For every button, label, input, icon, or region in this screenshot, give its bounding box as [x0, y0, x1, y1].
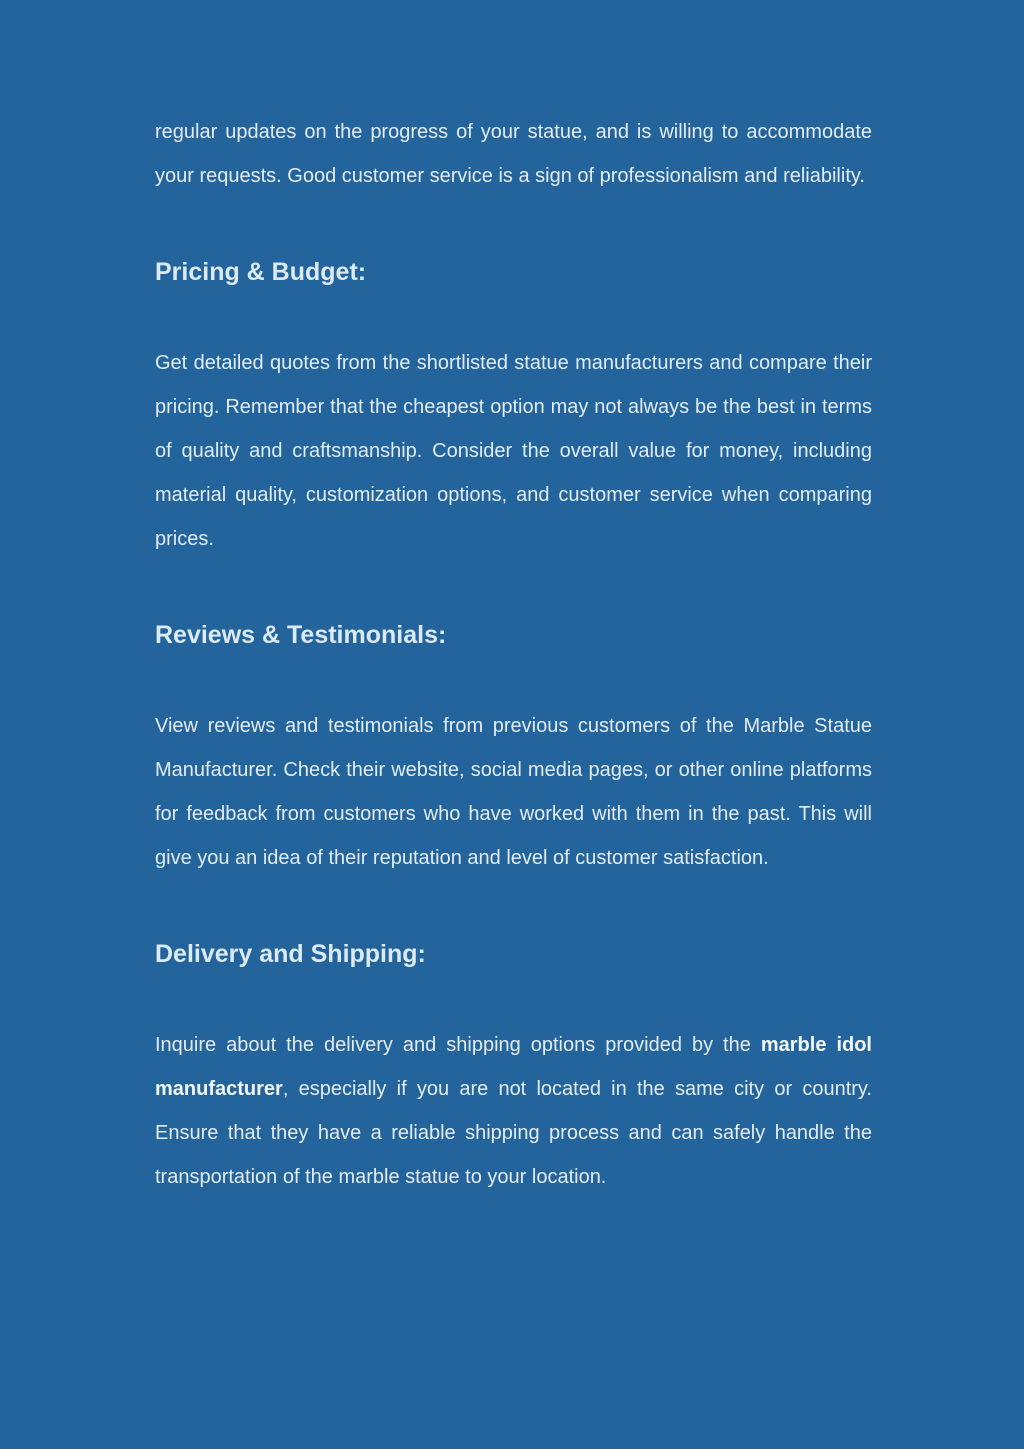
reviews-heading: Reviews & Testimonials:: [155, 621, 447, 649]
spacer: [155, 976, 872, 1023]
reviews-paragraph: View reviews and testimonials from previous customers of the Marble Statue Manufacturer. Check their website, social media pages, or other online platforms for feedback from customers who have worked with them in the past. This will give you an idea of their reputation and level of customer satisfaction.: [155, 715, 872, 869]
spacer: [155, 657, 872, 704]
delivery-paragraph: [155, 1023, 872, 1199]
spacer: [155, 198, 872, 250]
spacer: [155, 880, 872, 932]
intro-paragraph: regular updates on the progress of your statue, and is willing to accommodate your requests. Good customer service is a sign of professionalism and reliability.: [155, 121, 872, 187]
delivery-heading: Delivery and Shipping:: [155, 940, 426, 968]
pricing-heading: Pricing & Budget:: [155, 258, 367, 286]
delivery-text-end: , especially if you are not located in the same city or country. Ensure that they have a reliable shipping process and can safely handle the transportation of the marble statue to your location.: [155, 1078, 872, 1188]
spacer: [155, 561, 872, 613]
document-page: [155, 110, 872, 1199]
marble-idol-manufacturer-link[interactable]: marble idol manufacturer: [155, 1034, 872, 1100]
spacer: [155, 294, 872, 341]
pricing-paragraph: Get detailed quotes from the shortlisted statue manufacturers and compare their pricing. Remember that the cheapest option may not always be the best in terms of quality and craftsmanship. Consider the overall value for money, including material quality, customization options, and customer service when comparing prices.: [155, 352, 872, 550]
delivery-text-start: Inquire about the delivery and shipping options provided by the: [155, 1034, 761, 1056]
